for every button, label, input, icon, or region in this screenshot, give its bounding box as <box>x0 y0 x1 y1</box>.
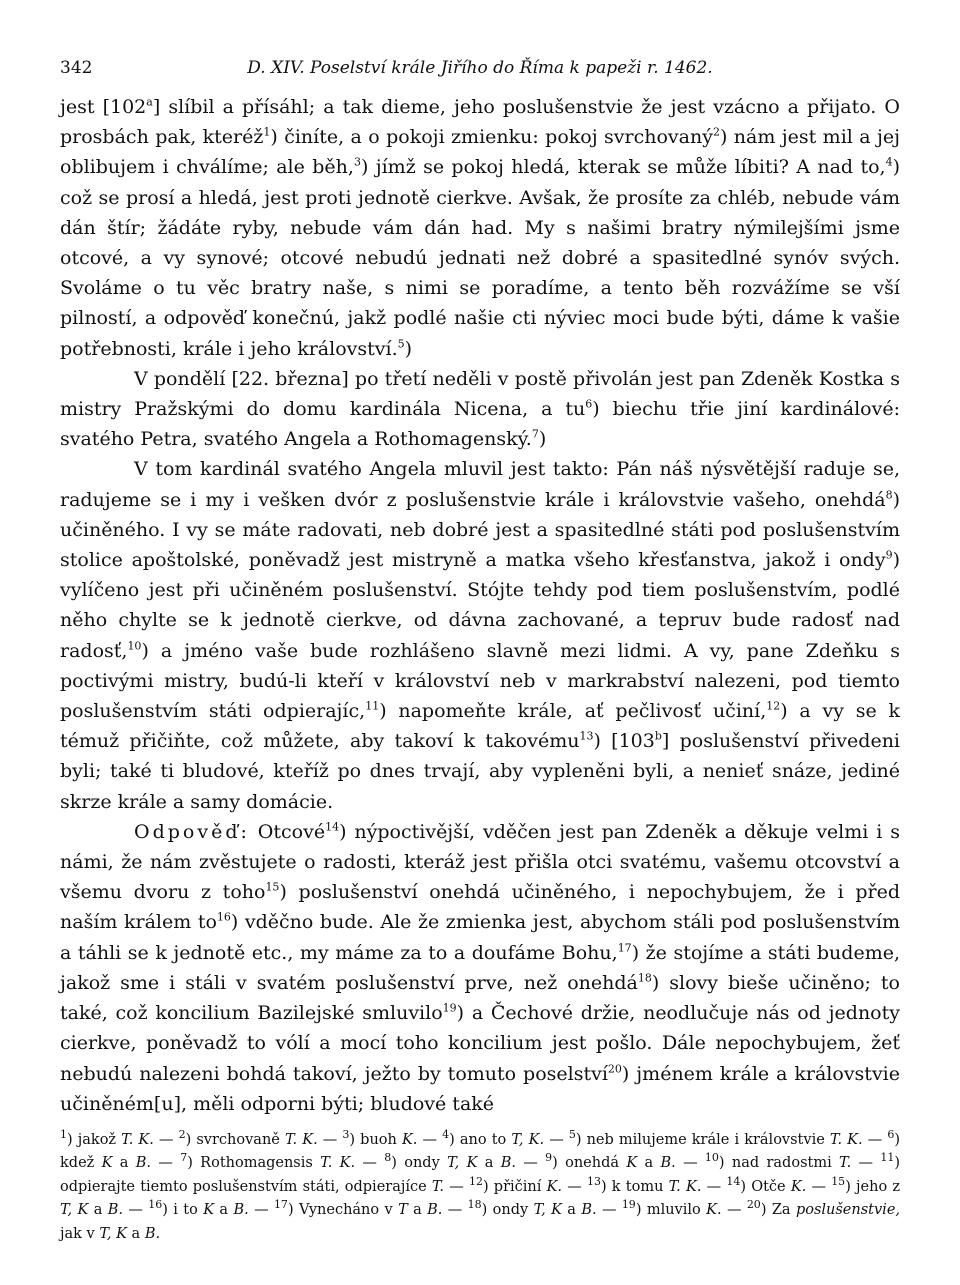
text-run: — <box>562 1178 587 1195</box>
siglum: K. <box>546 1178 563 1195</box>
footnote-marker: 17 <box>617 941 632 955</box>
paragraph <box>60 364 900 455</box>
siglum: K <box>101 1155 113 1172</box>
siglum: B. <box>500 1155 516 1172</box>
footnote-marker: 11 <box>365 699 380 713</box>
footnote-marker: 2 <box>178 1128 186 1142</box>
text-run: — <box>444 1178 469 1195</box>
text-run: ) kdež <box>60 1131 900 1172</box>
running-title: D. XIV. Poselství krále Jiřího do Říma k papeži r. 1462. <box>247 58 713 78</box>
text-run: ) ondy <box>481 1202 534 1219</box>
footnote-marker: 12 <box>468 1175 483 1189</box>
paragraph <box>60 817 900 1119</box>
footnote-marker: 8 <box>384 1151 392 1165</box>
siglum: poslušenstvie, <box>795 1202 901 1219</box>
text-run: — <box>317 1131 343 1148</box>
text-run: ) mluvilo <box>635 1202 707 1219</box>
text-run: ) učiněného. I vy se máte radovati, neb dobré jest a spasitedlné státi pod poslušenstvím stolice apoštolské, poněvadž jest mistryně a matka všeho křesťanstva, jakož i ondy <box>60 488 900 572</box>
body-text <box>60 92 900 1119</box>
footnote-marker: 16 <box>216 911 231 925</box>
page-header <box>60 58 900 92</box>
siglum: T. K. <box>320 1155 356 1172</box>
text-run: ) ondy <box>391 1155 448 1172</box>
footnote-marker: 15 <box>831 1175 846 1189</box>
text-run: — <box>675 1155 705 1172</box>
paragraph <box>60 92 900 364</box>
siglum: T, K. <box>511 1131 545 1148</box>
footnote-marker: 15 <box>265 880 280 894</box>
text-run: — <box>806 1178 832 1195</box>
footnote-marker: 7 <box>531 427 539 441</box>
text-run: ) [103 <box>593 730 655 753</box>
text-run: — <box>123 1202 149 1219</box>
text-run: ) jménem krále a královstvie učiněném[u], měli odporni býti; bludové také <box>60 1062 900 1115</box>
text-run: — <box>153 1131 179 1148</box>
footnote-marker: 4 <box>885 156 893 170</box>
footnote-marker: 5 <box>397 337 405 351</box>
siglum: B. <box>107 1202 124 1219</box>
text-run: ) odpierajte tiemto poslušenstvím státi, odpierajíce <box>60 1155 901 1195</box>
text-run: ) poslušenství onehdá učiněného, i nepochybujem, že i před naším králem to <box>60 881 900 934</box>
text-run: — <box>544 1131 569 1148</box>
siglum: T, K <box>533 1202 562 1219</box>
footnote-marker: 20 <box>746 1198 761 1212</box>
footnote-marker: 10 <box>704 1151 719 1165</box>
footnote-marker: 16 <box>148 1198 163 1212</box>
siglum: T <box>398 1202 408 1219</box>
siglum: K. <box>706 1202 722 1219</box>
footnote-marker: 8 <box>885 488 893 502</box>
footnote-marker: 14 <box>726 1175 741 1189</box>
siglum: T. K. <box>668 1178 702 1195</box>
siglum: K <box>626 1155 638 1172</box>
footnote-marker: 11 <box>880 1151 895 1165</box>
footnote-marker: 19 <box>621 1198 636 1212</box>
footnote-marker: 17 <box>273 1198 288 1212</box>
text-run: — <box>851 1155 881 1172</box>
text-run: — <box>721 1202 747 1219</box>
footnote-marker: 6 <box>585 397 593 411</box>
text-run: ) přičiní <box>482 1178 547 1195</box>
siglum: B. <box>581 1202 597 1219</box>
text-run: ) neb milujeme krále i královstvie <box>575 1131 830 1148</box>
footnote-marker: 14 <box>325 820 340 834</box>
text-run: ] poslušenství přivedeni byli; také ti bludové, kteříž po dnes trvají, aby vypleněni byli, a nenieť snáze, jediné skrze krále a samy domácie. <box>60 730 901 813</box>
text-run: ) jímž se pokoj hledá, kterak se může líbiti? A nad to, <box>360 156 886 179</box>
text-run: a <box>112 1155 136 1172</box>
text-run: ) onehdá <box>552 1155 627 1172</box>
text-run: Otcové <box>249 820 326 843</box>
siglum: B. <box>427 1202 443 1219</box>
footnote-marker: 10 <box>127 639 142 653</box>
text-run: ) jakož <box>67 1131 122 1148</box>
text-run: a <box>637 1155 661 1172</box>
siglum: B. <box>144 1225 161 1242</box>
text-run: ) k tomu <box>600 1178 669 1195</box>
text-run: a <box>126 1225 145 1242</box>
text-run: — <box>417 1131 443 1148</box>
text-run: ) napomeňte krále, ať pečlivosť učiní, <box>379 700 767 723</box>
text-run: — <box>442 1202 468 1219</box>
footnote-marker: 3 <box>342 1128 350 1142</box>
text-run: ) a vy se k témuž přičiňte, což můžete, aby takoví k takovému <box>60 700 901 753</box>
siglum: K. <box>401 1131 418 1148</box>
footnote-marker: 4 <box>442 1128 450 1142</box>
text-run: ) ano to <box>449 1131 512 1148</box>
text-run: jest [102 <box>60 96 147 118</box>
footnote-marker: 13 <box>586 1175 601 1189</box>
speaker-label: Odpověď: <box>134 820 250 843</box>
siglum: B. <box>660 1155 676 1172</box>
siglum: T. <box>431 1178 445 1195</box>
footnote-marker: 19 <box>442 1001 457 1015</box>
text-run: ) Za <box>760 1202 796 1219</box>
siglum: B. <box>135 1155 152 1172</box>
text-run: ) biechu třie jiní kardinálové: svatého Petra, svatého Angela a Rothomagenský. <box>60 398 900 451</box>
text-run: — <box>515 1155 546 1172</box>
siglum: K <box>203 1202 215 1219</box>
text-run: jak v <box>60 1225 100 1242</box>
siglum: T, K <box>60 1202 89 1219</box>
text-run: ) nýpoctivější, vděčen jest pan Zdeněk a děkuje velmi i s námi, že nám zvěstujete o radosti, kteráž jest přišla otci svatému, vašemu otcovství a všemu dvoru z toho <box>60 820 900 904</box>
text-run: — <box>151 1155 181 1172</box>
text-run: ) Otče <box>740 1178 791 1195</box>
text-run: ) což se prosí a hledá, jest proti jednotě cierkve. Avšak, že prosíte za chléb, nebude vám dán štír; žádáte ryby, nebude vám dán had. My s našimi bratry nýmilejšími jsme otcové, a vy synové; otcové nebudú jednati než dobré a spasitedlné synóv svých. Svoláme o tu věc bratry naše, s nimi se poradíme, a tento běh rozvážíme se vší pilností, a odpověď konečnú, jakž podlé našie cti nýviec moci bude býti, dáme k vašie potřebnosti, krále i jeho království. <box>60 156 900 360</box>
text-run: V pondělí [22. března] po třetí neděli v postě přivolán jest pan Zdeněk Kostka s mistry Pražskými do domu kardinála Nicena, a tu <box>60 367 900 421</box>
text-run: — <box>701 1178 727 1195</box>
text-run: — <box>862 1131 888 1148</box>
text-run: ) nám jest mil a jej oblibujem i chválíme; ale běh, <box>60 126 900 179</box>
footnote-marker: b <box>654 729 662 743</box>
text-run: ) svrchovaně <box>185 1131 285 1148</box>
footnote-marker: 6 <box>887 1128 895 1142</box>
footnote-marker: 3 <box>353 156 361 170</box>
text-run: — <box>248 1202 274 1219</box>
footnote-marker: 12 <box>766 699 781 713</box>
footnote-marker: 9 <box>545 1151 553 1165</box>
text-run: ) vděčno bude. Ale že zmienka jest, abychom stáli pod poslušenstvím a táhli se k jednotě etc., my máme za to a doufáme Bohu, <box>60 911 900 964</box>
footnote-marker: 18 <box>637 971 652 985</box>
footnote-marker: 2 <box>712 125 720 139</box>
text-run: a <box>407 1202 428 1219</box>
siglum: T. K. <box>121 1131 154 1148</box>
document-page <box>60 58 900 1246</box>
text-run: V tom kardinál svatého Angela mluvil jest takto: Pán náš nýsvětější raduje se, radujeme se i my i vešken dvór z poslušenstvie krále i královstvie vašeho, onehdá <box>60 458 900 511</box>
footnote-marker: 1 <box>60 1128 67 1142</box>
text-run: a <box>88 1202 108 1219</box>
text-run: a <box>214 1202 234 1219</box>
text-run: ) jeho z <box>845 1178 901 1195</box>
text-run: — <box>596 1202 622 1219</box>
text-run: a <box>561 1202 582 1219</box>
siglum: T. K. <box>284 1131 318 1148</box>
text-run: ) Vynecháno v <box>287 1202 399 1219</box>
footnote-marker: 7 <box>180 1151 188 1165</box>
siglum: T. K. <box>829 1131 863 1148</box>
footnote-marker: 9 <box>885 548 893 562</box>
text-run: — <box>355 1155 385 1172</box>
footnote-marker: 1 <box>263 125 271 139</box>
text-run: ) činíte, a o pokoji zmienku: pokoj svrchovaný <box>270 126 713 149</box>
text-run: ) nad radostmi <box>718 1155 840 1172</box>
text-run: ] slíbil a přísáhl; a tak dieme, jeho poslušenstvie že jest vzácno a přijato. O prosbách pak, kteréž <box>60 96 900 149</box>
text-run: ) <box>404 337 413 360</box>
text-run: ) slovy bieše učiněno; to také, což koncilium Bazilejské smluvilo <box>60 971 900 1025</box>
paragraph <box>60 454 900 816</box>
text-run: ) že stojíme a státi budeme, jakož sme i stáli v svatém poslušenství prve, než onehdá <box>60 941 901 994</box>
text-run: ) a Čechové držie, neodlučuje nás od jednoty cierkve, poněvadž to vólí a mocí toho koncilium jest pošlo. Dále nepochybujem, žeť nebudú nalezeni bohdá takoví, ježto by tomuto poselství <box>60 1002 900 1085</box>
footnote-marker: 18 <box>467 1198 482 1212</box>
text-run: ) a jméno vaše bude rozhlášeno slavně mezi lidmi. A vy, pane Zdeňku s poctivými mistry, budú-li kteří v království neb v markrabství nalezeni, pod tiemto poslušenstvím státi odpierajíc, <box>60 639 900 723</box>
text-run: ) Rothomagensis <box>187 1155 321 1172</box>
siglum: K. <box>790 1178 807 1195</box>
siglum: T, K <box>447 1155 478 1172</box>
siglum: B. <box>233 1202 249 1219</box>
siglum: T. <box>839 1155 852 1172</box>
footnotes <box>60 1129 900 1247</box>
siglum: T, K <box>99 1225 127 1242</box>
footnote-marker: 13 <box>579 729 594 743</box>
text-run: ) buoh <box>349 1131 402 1148</box>
footnote-marker: a <box>146 95 153 109</box>
page-number: 342 <box>60 58 93 78</box>
footnote-marker: 20 <box>607 1062 622 1076</box>
footnote-marker: 5 <box>568 1128 576 1142</box>
text-run: ) vylíčeno jest při učiněném poslušenství. Stójte tehdy pod tiem poslušenstvím, podlé něho chylte se k jednotě cierkve, od dávna zachované, a tepruv bude radosť nad radosť, <box>60 549 900 662</box>
text-run: ) <box>538 428 547 451</box>
text-run: ) i to <box>162 1202 204 1219</box>
text-run: a <box>477 1155 501 1172</box>
